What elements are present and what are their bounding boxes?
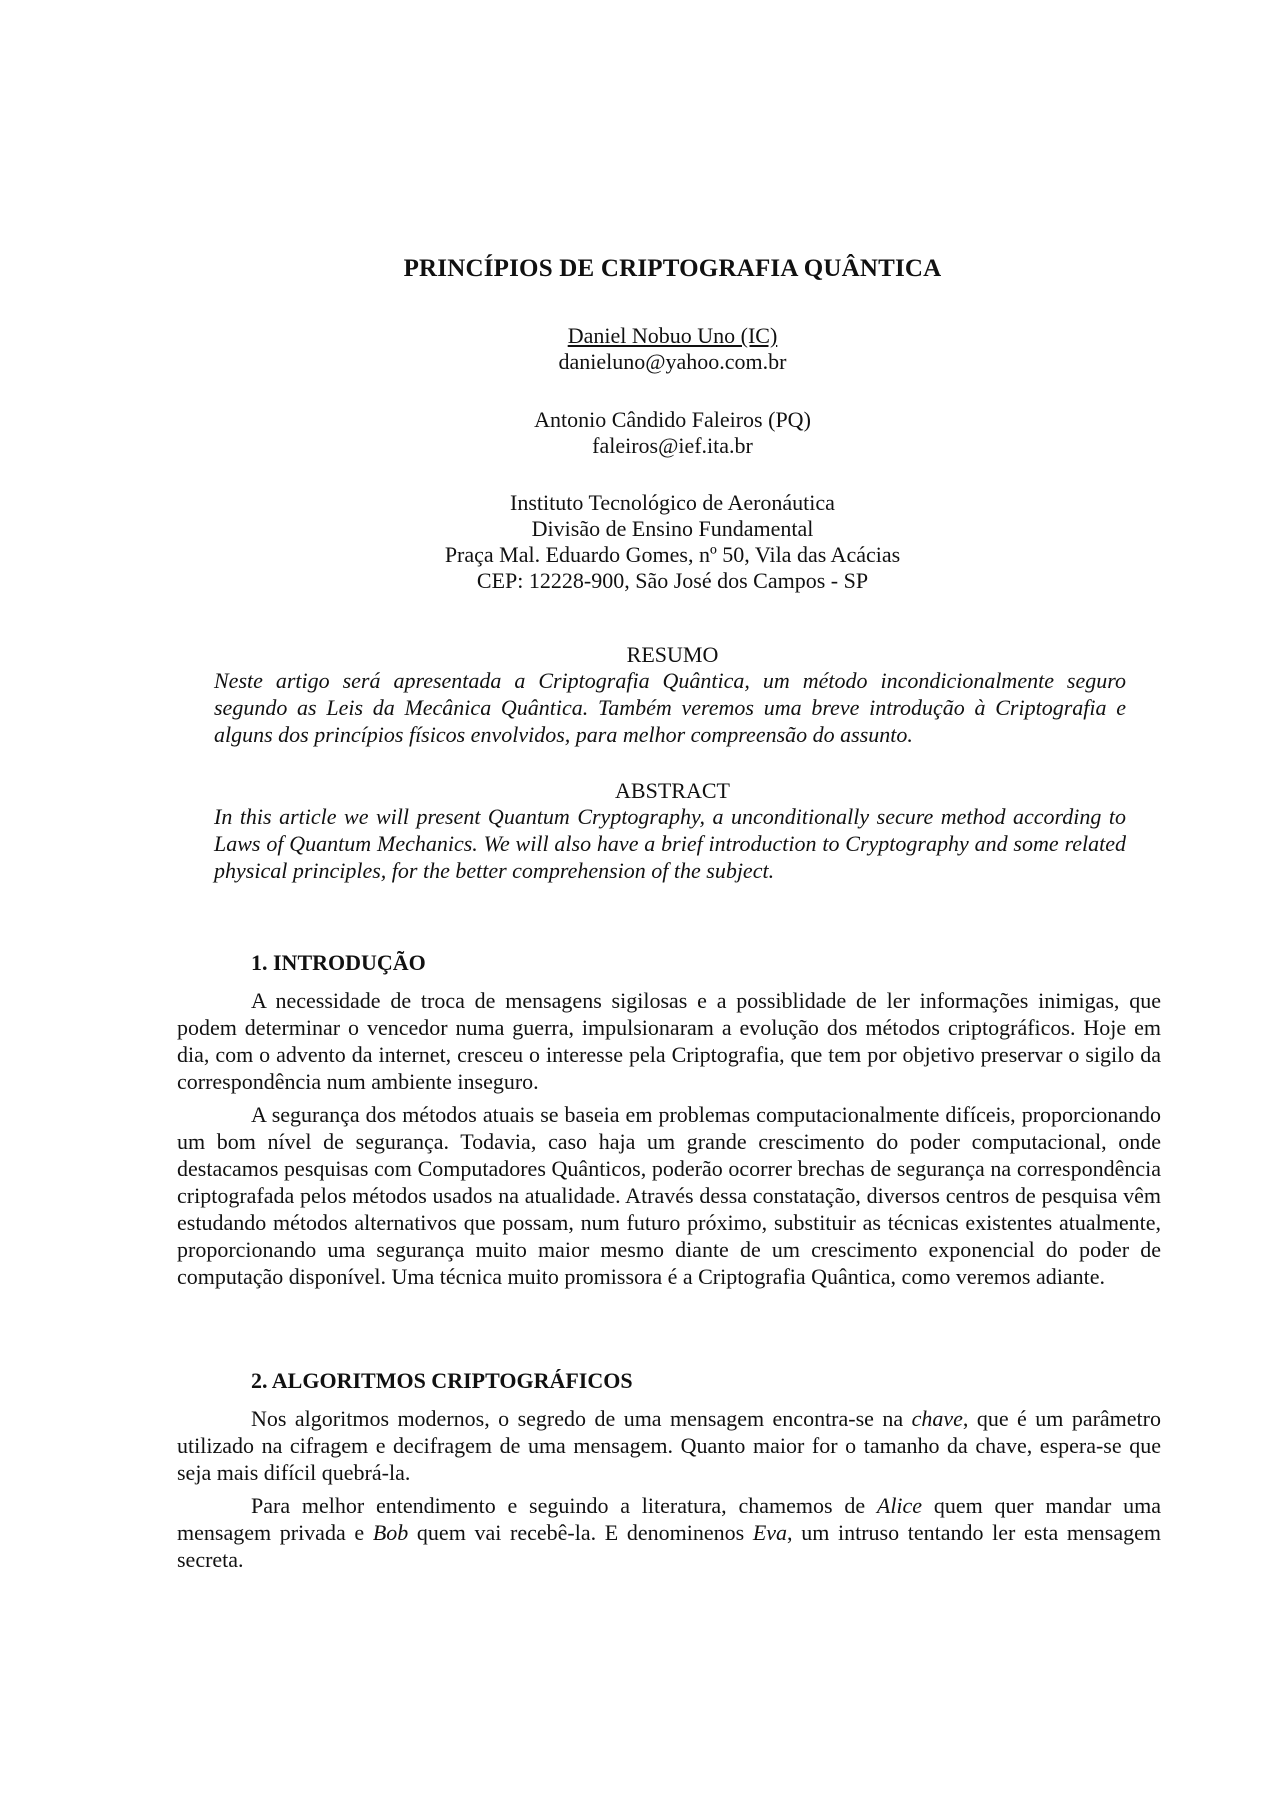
paragraph: Nos algoritmos modernos, o segredo de uma mensagem encontra-se na chave, que é um parâmetro utilizado na cifragem e decifragem de uma mensagem. Quanto maior for o tamanho da chave, espera-se que seja mais difícil quebrá-la. [177, 1406, 1161, 1485]
institution-address: Praça Mal. Eduardo Gomes, nº 50, Vila das Acácias [444, 542, 901, 567]
institution-division: Divisão de Ensino Fundamental [531, 516, 814, 541]
section-body-introducao [177, 987, 1161, 1296]
institution-block [0, 490, 1280, 594]
section-heading-algoritmos: 2. ALGORITMOS CRIPTOGRÁFICOS [251, 1368, 633, 1393]
abstract-text: In this article we will present Quantum Cryptography, a unconditionally secure method according to Laws of Quantum Mechanics. We will also have a brief introduction to Cryptography and some related physical principles, for the better comprehension of the subject. [214, 804, 1126, 883]
section-body-algoritmos [177, 1405, 1161, 1579]
paper-title: PRINCÍPIOS DE CRIPTOGRAFIA QUÂNTICA [403, 255, 942, 282]
paragraph: A necessidade de troca de mensagens sigilosas e a possiblidade de ler informações inimigas, que podem determinar o vencedor numa guerra, impulsionaram a evolução dos métodos criptográficos. Hoje em dia, com o advento da internet, cresceu o interesse pela Criptografia, que tem por objetivo preservar o sigilo da correspondência num ambiente inseguro. [177, 988, 1161, 1094]
author-email-1: danieluno@yahoo.com.br [558, 349, 787, 374]
term-bob: Bob [372, 1520, 409, 1545]
institution-name: Instituto Tecnológico de Aeronáutica [510, 490, 835, 515]
author-name-2: Antonio Cândido Faleiros (PQ) [534, 407, 811, 432]
author-email-2: faleiros@ief.ita.br [592, 433, 753, 458]
section-heading-introducao: 1. INTRODUÇÃO [251, 950, 426, 975]
institution-cep: CEP: 12228-900, São José dos Campos - SP [476, 568, 869, 593]
author-block-2 [0, 407, 1280, 459]
resumo-heading: RESUMO [626, 642, 719, 667]
resumo-text: Neste artigo será apresentada a Criptografia Quântica, um método incondicionalmente seguro segundo as Leis da Mecânica Quântica. Também veremos uma breve introdução à Criptografia e alguns dos princípios físicos envolvidos, para melhor compreensão do assunto. [214, 668, 1126, 747]
abstract-heading: ABSTRACT [615, 778, 730, 803]
paragraph: Para melhor entendimento e seguindo a literatura, chamemos de Alice quem quer mandar uma mensagem privada e Bob quem vai recebê-la. E denominenos Eva, um intruso tentando ler esta mensagem secreta. [177, 1493, 1162, 1572]
author-name-1: Daniel Nobuo Uno (IC) [567, 323, 778, 348]
paragraph: A segurança dos métodos atuais se baseia em problemas computacionalmente difíceis, proporcionando um bom nível de segurança. Todavia, caso haja um grande crescimento do poder computacional, onde destacamos pesquisas com Computadores Quânticos, poderão ocorrer brechas de segurança na correspondência criptografada pelos métodos usados na atualidade. Através dessa constatação, diversos centros de pesquisa vêm estudando métodos alternativos que possam, num futuro próximo, substituir as técnicas existentes atualmente, proporcionando uma segurança muito maior mesmo diante de um crescimento exponencial do poder de computação disponível. Uma técnica muito promissora é a Criptografia Quântica, como veremos adiante. [177, 1102, 1161, 1289]
term-eva: Eva [752, 1520, 788, 1545]
term-chave: chave [911, 1406, 963, 1431]
term-alice: Alice [876, 1493, 923, 1518]
author-block-1 [0, 323, 1280, 375]
